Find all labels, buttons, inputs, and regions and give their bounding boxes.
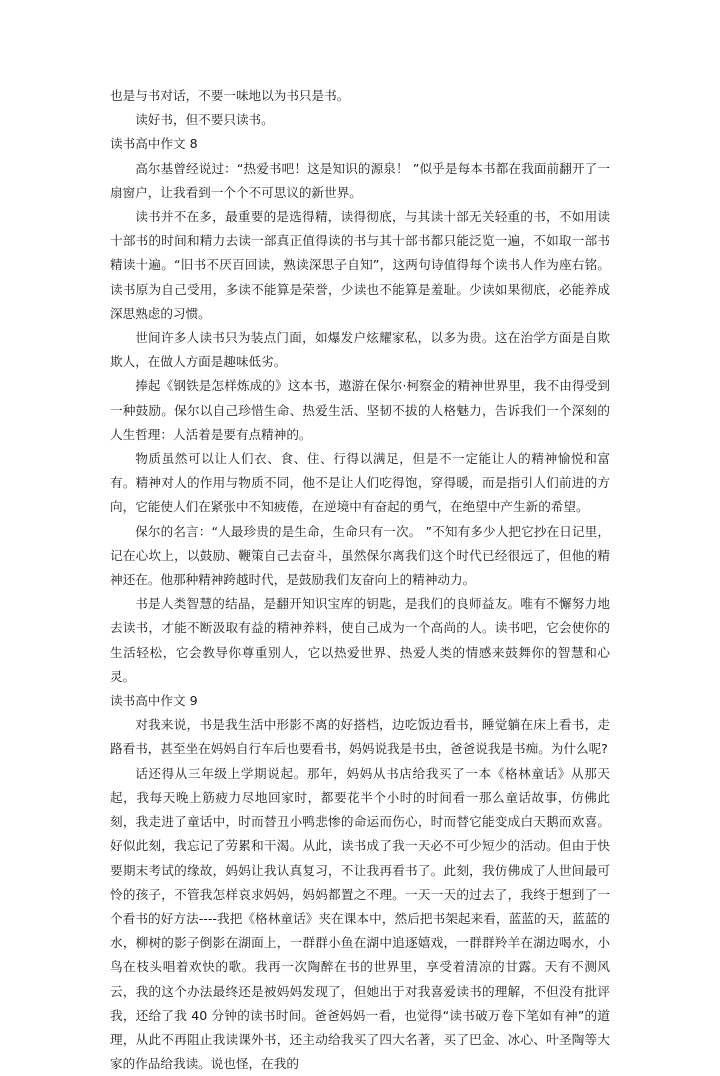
paragraph: 对我来说，书是我生活中形影不离的好搭档，边吃饭边看书，睡觉躺在床上看书，走路看书，甚至坐在妈妈自行车后也要看书，妈妈说我是书虫，爸爸说我是书痴。为什么呢? [110, 717, 610, 757]
paragraph: 读书并不在多，最重要的是选得精，读得彻底，与其读十部无关轻重的书，不如用读十部书的时间和精力去读一部真正值得读的书与其十部书都只能泛览一遍，不如取一部书精读十遍。“旧书不厌百回读，熟读深思子自知”，这两句诗值得每个读书人作为座右铭。读书原为自己受用，多读不能算是荣誉，少读也不能算是羞耻。少读如果彻底，必能养成深思熟虑的习惯。 [110, 209, 610, 321]
paragraph: 读好书，但不要只读书。 [135, 112, 274, 128]
paragraph: 保尔的名言：“人最珍贵的是生命，生命只有一次。 ”不知有多少人把它抄在日记里，记在心坎上，以鼓励、鞭策自己去奋斗，虽然保尔离我们这个时代已经很远了，但他的精神还在。他那种精神跨越时代，是鼓励我们友奋向上的精神动力。 [110, 523, 610, 588]
paragraph: 世间许多人读书只为装点门面，如爆发户炫耀家私，以多为贵。这在治学方面是自欺欺人，在做人方面是趣味低劣。 [110, 330, 610, 370]
paragraph: 书是人类智慧的结晶，是翻开知识宝库的钥匙，是我们的良师益友。唯有不懈努力地去读书，才能不断汲取有益的精神养料，使自己成为一个高尚的人。读书吧，它会使你的生活轻松，它会教导你尊重别人，它以热爱世界、热爱人类的情感来鼓舞你的智慧和心灵。 [110, 596, 610, 684]
section-heading: 读书高中作文 9 [110, 693, 198, 709]
section-heading: 读书高中作文 8 [110, 136, 198, 152]
document-body [110, 84, 610, 1076]
paragraph: 话还得从三年级上学期说起。那年，妈妈从书店给我买了一本《格林童话》从那天起，我每天晚上筋疲力尽地回家时，都要花半个小时的时间看一那么童话故事，仿佛此刻，我走进了童话中，时而替丑小鸭悲惨的命运而伤心，时而替它能变成白天鹅而欢喜。好似此刻，我忘记了劳累和干渴。从此，读书成了我一天必不可少短少的活动。但由于快要期末考试的缘故，妈妈让我认真复习，不让我再看书了。此刻，我仿佛成了人世间最可怜的孩子，不管我怎样哀求妈妈，妈妈都置之不理。一天一天的过去了，我终于想到了一个看书的好方法----我把《格林童话》夹在课本中，然后把书架起来看，蓝蓝的天，蓝蓝的水，柳树的影子倒影在湖面上，一群群小鱼在湖中追逐嬉戏，一群群羚羊在湖边喝水，小鸟在枝头唱着欢快的歌。我再一次陶醉在书的世界里，享受着清凉的甘露。天有不测风云，我的这个办法最终还是被妈妈发现了，但她出于对我喜爱读书的理解，不但没有批评我，还给了我 40 分钟的读书时间。爸爸妈妈一看，也觉得“读书破万卷下笔如有神”的道理，从此不再阻止我读课外书，还主动给我买了四大名著，买了巴金、冰心、叶圣陶等大家的作品给我读。说也怪，在我的 [110, 765, 610, 1072]
paragraph: 捧起《钢铁是怎样炼成的》这本书，遨游在保尔·柯察金的精神世界里，我不由得受到一种鼓励。保尔以自己珍惜生命、热爱生活、坚韧不拔的人格魅力，告诉我们一个深刻的人生哲理：人活着是要有点精神的。 [110, 378, 610, 442]
paragraph: 物质虽然可以让人们衣、食、住、行得以满足，但是不一定能让人的精神愉悦和富有。精神对人的作用与物质不同，他不是让人们吃得饱，穿得暖，而是指引人们前进的方向，它能使人们在紧张中不知疲倦，在逆境中有奋起的勇气，在绝望中产生新的希望。 [110, 451, 610, 515]
paragraph: 也是与书对话，不要一味地以为书只是书。 [110, 88, 350, 103]
paragraph: 高尔基曾经说过：“热爱书吧！这是知识的源泉！ ”似乎是每本书都在我面前翻开了一扇窗户，让我看到一个个不可思议的新世界。 [110, 160, 610, 200]
